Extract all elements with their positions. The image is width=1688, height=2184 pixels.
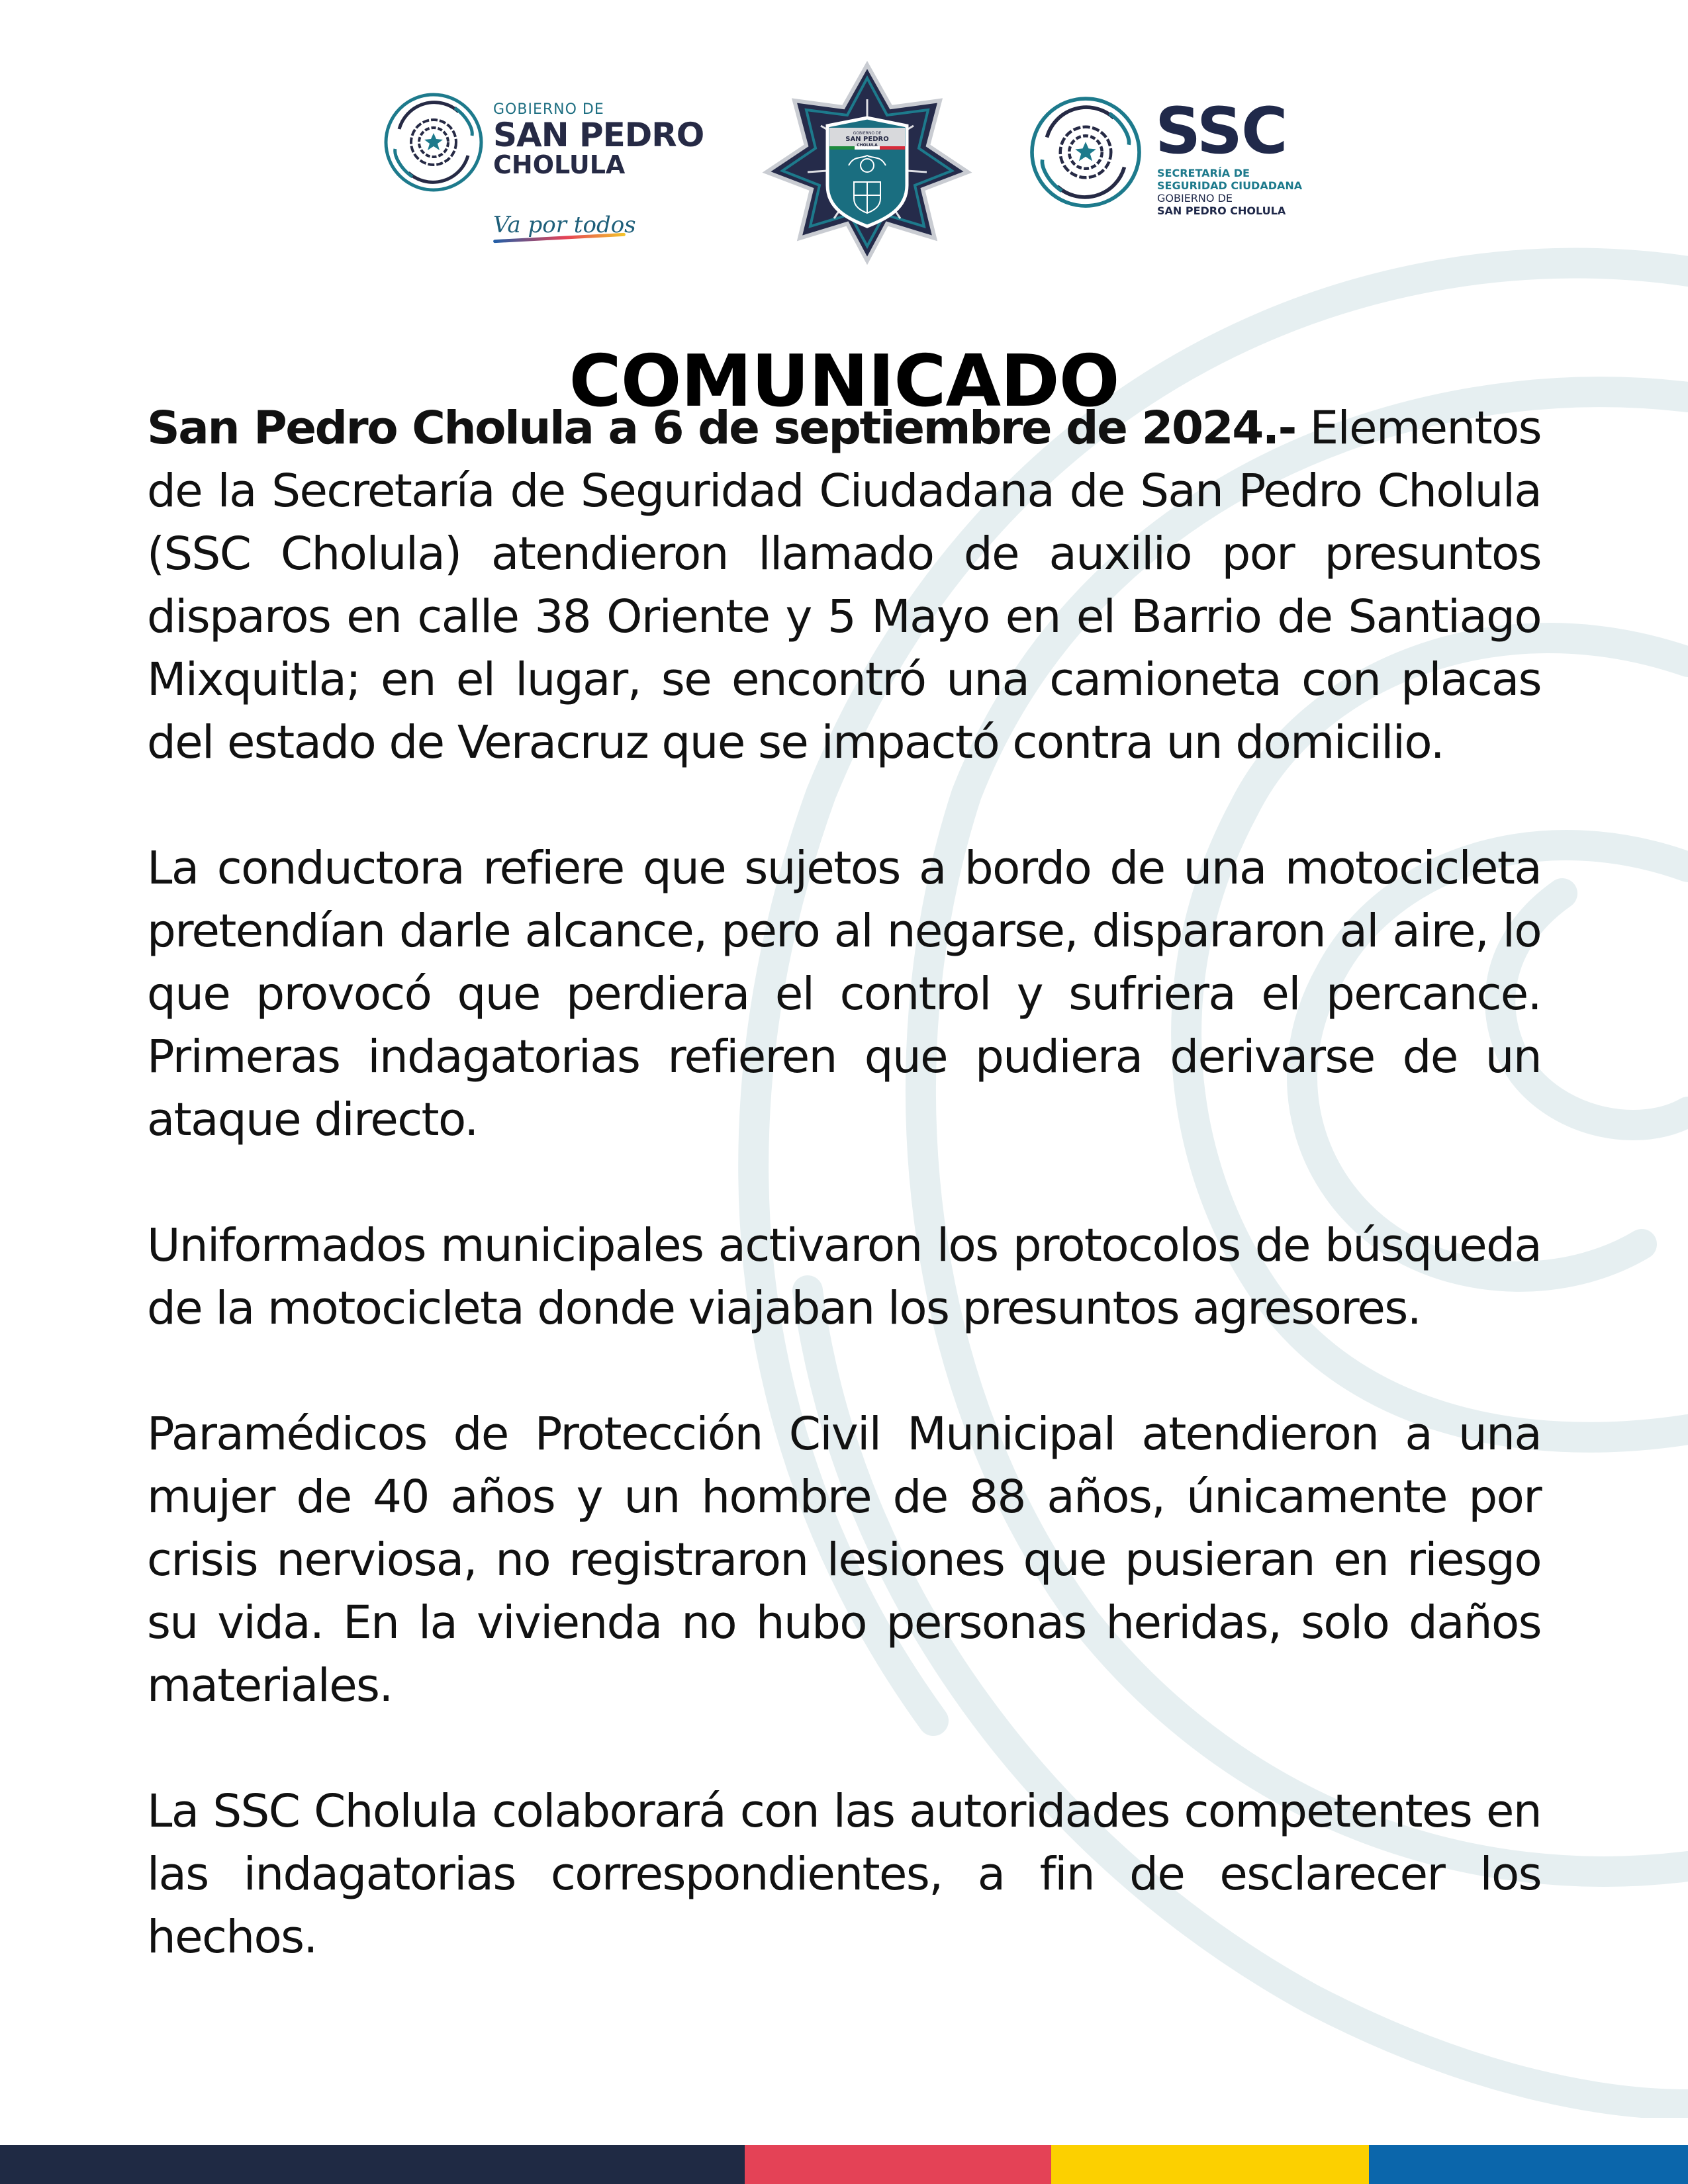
- gobierno-label: GOBIERNO DE: [493, 101, 604, 118]
- ssc-logo: [1026, 93, 1324, 232]
- paragraph-1: [147, 397, 1541, 774]
- hands-flower-emblem-icon: [1026, 93, 1145, 212]
- paragraph-4: Paramédicos de Protección Civil Municipal atendieron a una mujer de 40 años y un hombre de 88 años, únicamente por crisis nerviosa, no registraron lesiones que pusieran en riesgo su vida. En la vivienda no hubo personas heridas, solo daños materiales.: [147, 1408, 1541, 1712]
- san-pedro-label: SAN PEDRO: [493, 116, 704, 154]
- communique-body: [147, 397, 1541, 2032]
- paragraph-2: La conductora refiere que sujetos a bordo de una motocicleta pretendían darle alcance, pero al negarse, dispararon al aire, lo que provocó que perdiera el control y sufriera el percance. Primeras indagatorias refieren que pudiera derivarse de un ataque directo.: [147, 842, 1541, 1146]
- slogan: Va por todos: [493, 212, 636, 238]
- ssc-line-gobierno: GOBIERNO DE: [1157, 192, 1233, 205]
- footer-color-bar: [0, 2145, 1688, 2184]
- paragraph-1-text: Elementos de la Secretaría de Seguridad Ciudadana de San Pedro Cholula (SSC Cholula) atendieron llamado de auxilio por presuntos disparos en calle 38 Oriente y 5 Mayo en el Barrio de Santiago Mixquitla; en el lugar, se encontró una camioneta con placas del estado de Veracruz que se impactó contra un domicilio.: [147, 402, 1541, 769]
- footer-stripe-red: [745, 2145, 1051, 2184]
- dateline: San Pedro Cholula a 6 de septiembre de 2024.-: [147, 402, 1295, 455]
- svg-text:SAN PEDRO: SAN PEDRO: [845, 136, 889, 143]
- svg-text:CHOLULA: CHOLULA: [857, 143, 878, 148]
- paragraph-5: La SSC Cholula colaborará con las autoridades competentes en las indagatorias correspondientes, a fin de esclarecer los hechos.: [147, 1785, 1541, 1964]
- police-star-badge-icon: [761, 60, 973, 265]
- cholula-label: CHOLULA: [493, 150, 626, 179]
- page-title: COMUNICADO: [569, 340, 1119, 424]
- paragraph-3: Uniformados municipales activaron los protocolos de búsqueda de la motocicleta donde viajaban los presuntos agresores.: [147, 1219, 1541, 1335]
- svg-text:GOBIERNO DE: GOBIERNO DE: [853, 131, 882, 136]
- ssc-line-seguridad: SEGURIDAD CIUDADANA: [1157, 179, 1303, 192]
- ssc-line-municipio: SAN PEDRO CHOLULA: [1157, 205, 1286, 217]
- footer-stripe-navy: [0, 2145, 745, 2184]
- letterhead: [0, 60, 1688, 271]
- footer-stripe-blue: [1369, 2145, 1688, 2184]
- gobierno-logo: [381, 89, 712, 242]
- ssc-line-secretaria: SECRETARÍA DE: [1157, 167, 1250, 179]
- hands-flower-emblem-icon: [381, 89, 487, 195]
- ssc-acronym: SSC: [1155, 94, 1287, 168]
- footer-stripe-yellow: [1051, 2145, 1369, 2184]
